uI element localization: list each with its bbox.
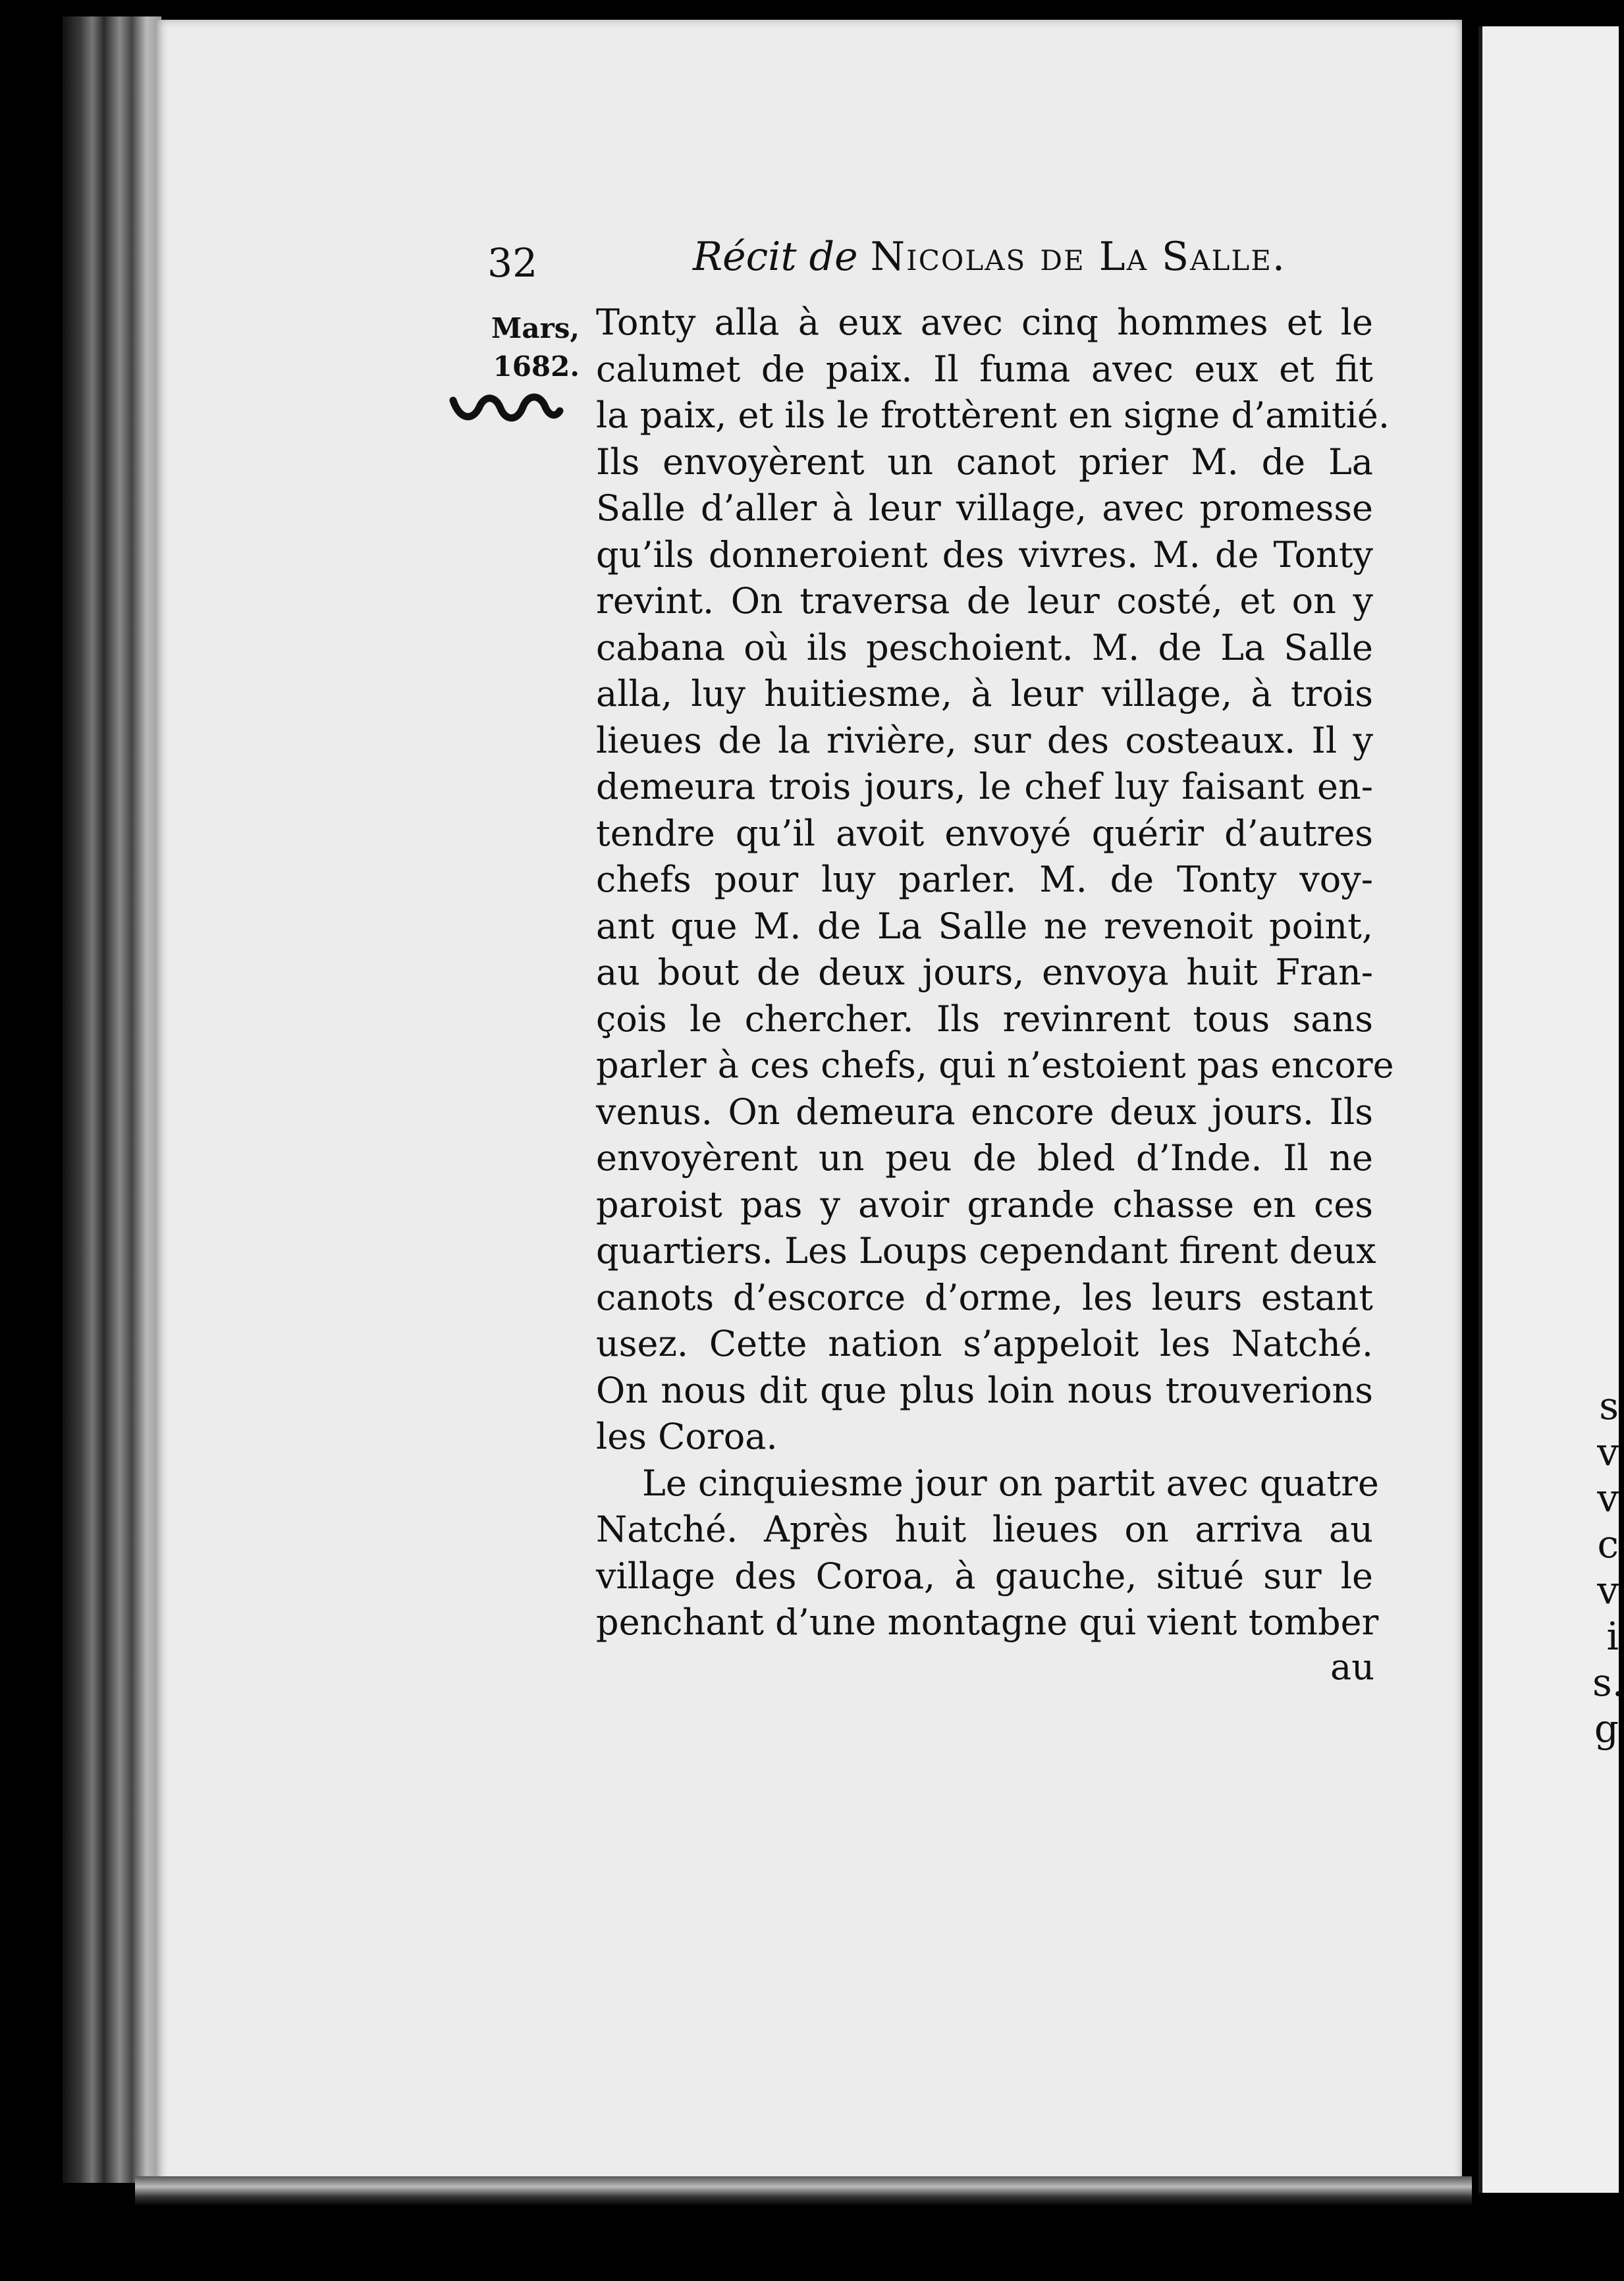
- catchword: au: [1330, 1646, 1374, 1688]
- body-text: [596, 300, 1394, 1646]
- text-line-paragraph-start: Le cinquiesme jour on partit avec quatre: [642, 1462, 1379, 1504]
- book-spine-edge: [63, 16, 161, 2183]
- text-line: canots d’escorce d’orme, les leurs estant: [596, 1276, 1373, 1318]
- running-title: [693, 234, 1286, 280]
- facing-fragment: g: [1594, 1706, 1619, 1751]
- text-line: Salle d’aller à leur village, avec promesse: [596, 487, 1373, 529]
- facing-page-edge: [1478, 26, 1624, 2193]
- page-number: 32: [487, 240, 538, 286]
- margin-note-month: Mars,: [491, 312, 580, 344]
- wavy-ornament-icon: [448, 387, 563, 427]
- text-line: lieues de la rivière, sur des costeaux. Il y: [596, 719, 1373, 761]
- running-title-italic: Récit de: [693, 234, 858, 280]
- text-line: parler à ces chefs, qui n’estoient pas encore: [596, 1044, 1394, 1086]
- facing-fragment: s: [1599, 1383, 1619, 1428]
- text-line: alla, luy huitiesme, à leur village, à trois: [596, 673, 1373, 714]
- facing-page-fragments: [1592, 1383, 1624, 1752]
- text-line: venus. On demeura encore deux jours. Ils: [596, 1090, 1373, 1133]
- text-line: cabana où ils peschoient. M. de La Salle: [596, 626, 1373, 668]
- facing-fragment: v: [1597, 1568, 1619, 1613]
- facing-fragment: c: [1597, 1522, 1619, 1567]
- running-title-name: Nicolas de La Salle.: [870, 234, 1286, 280]
- text-line: la paix, et ils le frottèrent en signe d’amitié.: [596, 394, 1390, 436]
- text-line: ant que M. de La Salle ne revenoit point,: [596, 905, 1373, 947]
- text-line: envoyèrent un peu de bled d’Inde. Il ne: [596, 1137, 1373, 1179]
- page-bottom-edge: [135, 2176, 1472, 2206]
- text-line: Tonty alla à eux avec cinq hommes et le: [596, 302, 1373, 343]
- facing-fragment: v: [1597, 1476, 1619, 1520]
- text-line: çois le chercher. Ils revinrent tous sans: [596, 998, 1373, 1040]
- text-line: On nous dit que plus loin nous trouverions: [596, 1369, 1373, 1411]
- margin-date-note: [474, 309, 580, 386]
- text-line: au bout de deux jours, envoya huit Fran-: [596, 952, 1373, 993]
- margin-note-year: 1682.: [493, 350, 580, 383]
- text-line: penchant d’une montagne qui vient tomber: [596, 1601, 1379, 1643]
- text-line: qu’ils donneroient des vivres. M. de Tonty: [596, 533, 1373, 576]
- text-line: tendre qu’il avoit envoyé quérir d’autres: [596, 812, 1373, 854]
- text-line: les Coroa.: [596, 1416, 778, 1457]
- text-line: paroist pas y avoir grande chasse en ces: [596, 1183, 1373, 1225]
- text-line: village des Coroa, à gauche, situé sur le: [596, 1555, 1373, 1597]
- facing-fragment: i: [1606, 1614, 1619, 1659]
- text-line: demeura trois jours, le chef luy faisant en-: [596, 766, 1373, 807]
- text-line: calumet de paix. Il fuma avec eux et fit: [596, 348, 1373, 390]
- text-line: revint. On traversa de leur costé, et on y: [596, 580, 1373, 622]
- text-line: usez. Cette nation s’appeloit les Natché.: [596, 1323, 1373, 1364]
- facing-fragment: v: [1597, 1430, 1619, 1474]
- text-line: chefs pour luy parler. M. de Tonty voy-: [596, 859, 1373, 900]
- facing-fragment: s.: [1592, 1660, 1624, 1705]
- text-line: Natché. Après huit lieues on arriva au: [596, 1509, 1373, 1550]
- text-line: quartiers. Les Loups cependant firent deux: [596, 1230, 1376, 1272]
- text-line: Ils envoyèrent un canot prier M. de La: [596, 441, 1373, 483]
